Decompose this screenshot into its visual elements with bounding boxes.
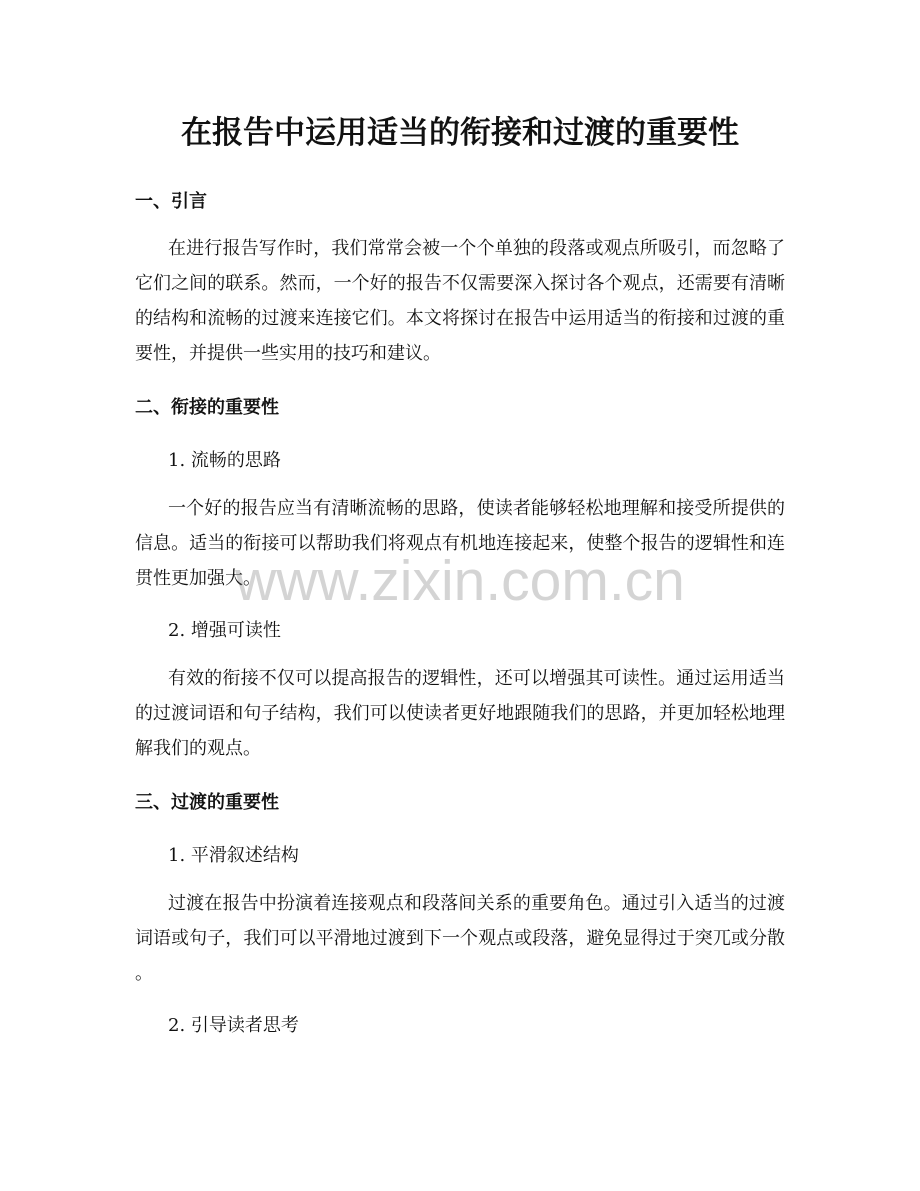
paragraph-line: 。	[135, 963, 153, 984]
paragraph	[135, 231, 785, 371]
paragraph-line: 一个好的报告应当有清晰流畅的思路，使读者能够轻松地理解和接受所提供的	[168, 498, 785, 519]
section-introduction	[135, 184, 785, 371]
paragraph-line: 它们之间的联系。然而，一个好的报告不仅需要深入探讨各个观点，还需要有清晰	[135, 273, 785, 294]
paragraph-line: 词语或句子，我们可以平滑地过渡到下一个观点或段落，避免显得过于突兀或分散	[135, 928, 785, 949]
section-transition	[135, 785, 785, 1043]
paragraph	[135, 661, 785, 766]
subsection-item: 2. 引导读者思考	[168, 1015, 299, 1036]
document-title: 在报告中运用适当的衔接和过渡的重要性	[181, 115, 739, 151]
paragraph-line: 在进行报告写作时，我们常常会被一个个单独的段落或观点所吸引，而忽略了	[168, 238, 785, 259]
section-heading: 一、引言	[135, 191, 207, 212]
section-heading: 二、衔接的重要性	[135, 397, 279, 418]
subsection-item: 2. 增强可读性	[168, 620, 281, 641]
subsection-item: 1. 流畅的思路	[168, 450, 281, 471]
paragraph	[135, 491, 785, 596]
section-cohesion	[135, 390, 785, 766]
paragraph-line: 有效的衔接不仅可以提高报告的逻辑性，还可以增强其可读性。通过运用适当	[168, 668, 785, 689]
paragraph-line: 贯性更加强大。	[135, 568, 261, 589]
paragraph-line: 的过渡词语和句子结构，我们可以使读者更好地跟随我们的思路，并更加轻松地理	[135, 703, 785, 724]
document-body	[135, 113, 785, 1043]
paragraph	[135, 886, 785, 991]
paragraph-line: 要性，并提供一些实用的技巧和建议。	[135, 343, 441, 364]
paragraph-line: 过渡在报告中扮演着连接观点和段落间关系的重要角色。通过引入适当的过渡	[168, 893, 785, 914]
subsection-item: 1. 平滑叙述结构	[168, 845, 299, 866]
watermark-text: www.zixin.com.cn	[235, 549, 685, 613]
section-heading: 三、过渡的重要性	[135, 792, 279, 813]
paragraph-line: 的结构和流畅的过渡来连接它们。本文将探讨在报告中运用适当的衔接和过渡的重	[135, 308, 785, 329]
paragraph-line: 解我们的观点。	[135, 738, 261, 759]
paragraph-line: 信息。适当的衔接可以帮助我们将观点有机地连接起来，使整个报告的逻辑性和连	[135, 533, 785, 554]
